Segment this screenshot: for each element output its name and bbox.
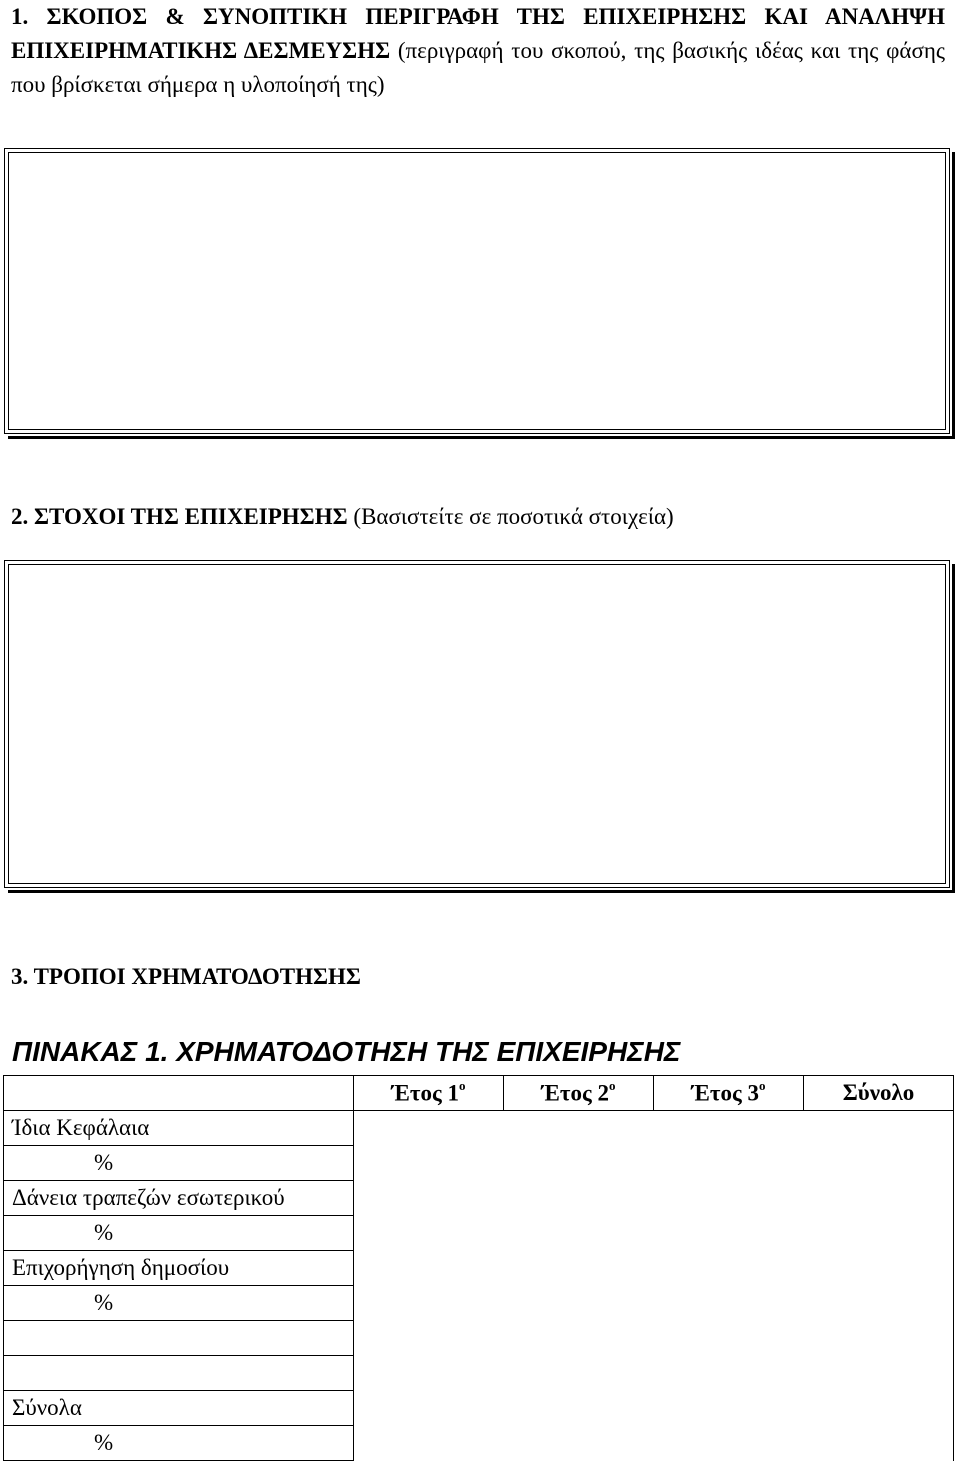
section-1-title: ΣΚΟΠΟΣ & ΣΥΝΟΠΤΙΚΗ ΠΕΡΙΓΡΑΦΗ ΤΗΣ ΕΠΙΧΕΙΡΗΣΗΣ ΚΑΙ ΑΝΑΛΗΨΗ ΕΠΙΧΕΙΡΗΜΑΤΙΚΗΣ ΔΕΣΜΕΥΣΗΣ bbox=[11, 4, 945, 63]
section-1-heading bbox=[11, 0, 945, 102]
section-1-description: (περιγραφή του σκοπού, της βασικής ιδέας και της φάσης που βρίσκεται σήμερα η υλοποίησή της) bbox=[11, 38, 946, 97]
section-3-number: 3. bbox=[11, 964, 29, 989]
section-2-description: (Βασιστείτε σε ποσοτικά στοιχεία) bbox=[353, 504, 674, 529]
row-pct-totals: % bbox=[4, 1426, 354, 1461]
table-header-row bbox=[4, 1076, 954, 1111]
row-label-empty bbox=[4, 1321, 354, 1356]
section-1-number: 1. bbox=[11, 4, 29, 29]
column-header-total: Σύνολο bbox=[804, 1076, 954, 1111]
section-2-heading bbox=[11, 500, 945, 534]
column-header-year-3: Έτος $3^o$ bbox=[654, 1076, 804, 1111]
section-3-heading bbox=[11, 960, 945, 994]
row-pct-public-grant: % bbox=[4, 1286, 354, 1321]
column-header-year-2: Έτος $2^o$ bbox=[504, 1076, 654, 1111]
row-pct-own-capital: % bbox=[4, 1146, 354, 1181]
row-label-own-capital: Ίδια Κεφάλαια bbox=[4, 1111, 354, 1146]
row-pct-bank-loans: % bbox=[4, 1216, 354, 1251]
table-row bbox=[4, 1111, 954, 1146]
row-label-totals: Σύνολα bbox=[4, 1391, 354, 1426]
section-3-title: ΤΡΟΠΟΙ ΧΡΗΜΑΤΟΔΟΤΗΣΗΣ bbox=[33, 964, 361, 989]
section-2-text-box[interactable] bbox=[4, 560, 950, 888]
section-1-text-box[interactable] bbox=[4, 148, 950, 434]
table-title: ΠΙΝΑΚΑΣ 1. ΧΡΗΜΑΤΟΔΟΤΗΣΗ ΤΗΣ ΕΠΙΧΕΙΡΗΣΗΣ bbox=[12, 1036, 681, 1067]
row-label-bank-loans: Δάνεια τραπεζών εσωτερικού bbox=[4, 1181, 354, 1216]
row-pct-empty bbox=[4, 1356, 354, 1391]
financing-table bbox=[3, 1075, 954, 1461]
row-label-public-grant: Επιχορήγηση δημοσίου bbox=[4, 1251, 354, 1286]
section-2-number: 2. bbox=[11, 504, 29, 529]
column-header-year-1: Έτος $1^o$ bbox=[354, 1076, 504, 1111]
section-2-title: ΣΤΟΧΟΙ ΤΗΣ ΕΠΙΧΕΙΡΗΣΗΣ bbox=[34, 504, 348, 529]
table-data-area[interactable] bbox=[354, 1111, 954, 1461]
table-corner-cell bbox=[4, 1076, 354, 1111]
